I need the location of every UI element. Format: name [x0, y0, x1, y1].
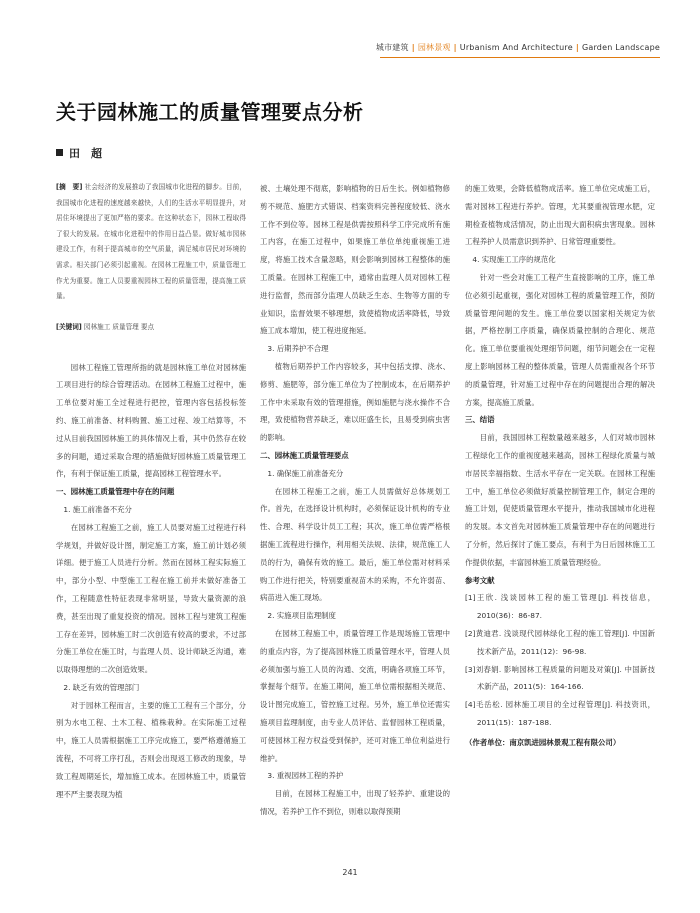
author-square-icon	[56, 149, 63, 156]
author-affiliation: （作者单位：南京凯进园林景观工程有限公司）	[465, 737, 621, 747]
body-paragraph: 被、土壤处理不彻底，影响植物的日后生长。例如植物修剪不规范、施肥方式错误、档案资料完善程度较低、浇水工作不到位等。园林工程是供需按照科学工序完成所有施工内容，在施工过程中，如果施工单位单纯重视施工进度，将施工技术含量忽略，则会影响到园林工程整体的施工质量。在园林工程施工中，通常由监理人员对园林工程进行监督，然而部分监理人员缺乏生态、生物等方面的专业知识，监督效果不够理想，致使植物成活率降低，导致施工成本增加，使工程进度拖延。	[260, 184, 450, 336]
reference-item: [4]毛岳松. 园林施工项目的全过程管理[J]. 科技资讯，2011(15)：187-188.	[465, 700, 655, 727]
column-3	[465, 180, 655, 752]
body-paragraph: 在园林工程施工之前，施工人员要对施工过程进行科学规划，并做好设计图，制定施工方案，施工前计划必须详细。便于施工人员进行分析。然而在园林工程实际施工中，部分小型、中型施工工程在施工前并未做好准备工作，工程随意性特征表现非常明显，导致大量资源的浪费，甚至出现了重复投资的情况。园林工程与建筑工程施工存在差异，园林施工时二次创造有较高的要求，不过部分施工单位在施工时，与监理人员、设计师缺乏沟通，难以取得理想的二次创造效果。	[56, 522, 246, 675]
reference-item: [2]黄迪君. 浅谈现代园林绿化工程的施工管理[J]. 中国新技术新产品，2011(12)：96-98.	[465, 628, 655, 656]
header-separator: |	[575, 43, 579, 52]
header-section-label: 园林景观	[417, 43, 451, 52]
section-heading: 三、结语	[465, 415, 495, 425]
header-separator: |	[453, 43, 457, 52]
body-paragraph: 在园林工程施工之前，施工人员需做好总体规划工作。首先，在选择设计机构时，必须保证设计机构的专业性、合理、科学设计员工工程；其次，施工单位需严格根据施工流程进行操作，利用相关法规、法律，规范施工人员的行为，确保有效的施工。最后，施工单位需对材料采购工作进行把关，特别要重视苗木的采购，不允许弱苗、病苗进入施工现场。	[260, 486, 450, 603]
body-paragraph: 目前，我国园林工程数量越来越多，人们对城市园林工程绿化工作的重视度越来越高，园林工程绿化质量与城市居民幸福指数、生活水平存在一定关联。在园林工程施工中，施工单位必须做好质量控制管理工作，制定合理的施工计划，促使质量管理水平提升，推动我国城市化进程的发展。本文首先对园林施工质量管理中存在的问题进行了分析，然后探讨了施工要点，有利于为日后园林施工工作提供依据，丰富园林施工质量管理经验。	[465, 433, 655, 567]
subsection-heading: 2. 实施项目监理制度	[267, 611, 336, 621]
body-paragraph: 的施工效果，会降低植物成活率。施工单位完成施工后，需对园林工程进行养护。管理，尤其要重视管理水肥，定期检查植物成活情况，防止出现大面积病虫害现象。园林工程养护人员需意识到养护、日常管理重要性。	[465, 184, 655, 247]
abstract	[56, 180, 246, 305]
section-heading: 一、园林施工质量管理中存在的问题	[56, 487, 175, 497]
keywords-label: [关键词]	[56, 322, 82, 331]
subsection-heading: 4. 实现施工工序的规范化	[472, 255, 556, 265]
references-heading: 参考文献	[465, 575, 495, 585]
subsection-heading: 3. 重视园林工程的养护	[267, 771, 344, 781]
body-paragraph: 在园林工程施工中，质量管理工作是现场施工管理中的重点内容，为了提高园林施工质量管理水平，管理人员必须加强与施工人员的沟通、交流，明确各项施工环节，掌握每个细节。在施工期间，施工单位需根据相关规范、设计图完成施工，管控施工过程。另外，施工单位还需实施项目监理制度，由专业人员评估、监督园林工程质量，可使园林工程方权益受到保护，还可对施工单位利益进行维护。	[260, 628, 450, 763]
keywords	[56, 319, 246, 337]
section-heading: 二、园林施工质量管理要点	[260, 450, 349, 460]
column-1	[56, 180, 246, 803]
column-2	[260, 180, 450, 821]
body-paragraph: 针对一些会对施工工程产生直接影响的工序，施工单位必须引起重视，强化对园林工程的质量管理工作，预防质量管理问题的发生。施工单位要以国家相关规定为依据，严格控制工序质量，确保质量控制的合理化、规范化。施工单位要重视处理细节问题，细节问题会在一定程度上影响园林工程的整体质量，管理人员需重视各个环节的质量管理，针对施工过程中存在的问题提出合理的解决方案，提高施工质量。	[465, 272, 655, 407]
page-number: 241	[342, 868, 358, 877]
header-separator: |	[411, 43, 415, 52]
reference-item: [3]刘春娟. 影响园林工程质量的问题及对策[J]. 中国新技术新产品，2011(5)：164-166.	[465, 664, 655, 692]
subsection-heading: 1. 施工前准备不充分	[63, 504, 132, 514]
author-name: 田 超	[69, 147, 102, 160]
header-cn-label: 城市建筑	[375, 43, 409, 52]
running-header	[376, 42, 660, 53]
subsection-heading: 2. 缺乏有效的管理部门	[63, 682, 140, 692]
author-line	[56, 145, 102, 161]
abstract-label: [摘 要]	[56, 183, 83, 191]
reference-item: [1]王欣. 浅谈园林工程的施工管理[J]. 科技信息，2010(36)：86-87.	[465, 593, 655, 621]
body-paragraph: 对于园林工程而言，主要的施工工程有三个部分，分别为水电工程、土木工程、植株栽种。在实际施工过程中，施工人员需根据施工工序完成施工，要严格遵循施工流程，不可将工序打乱，否则会出现返工修改的现象，导致工程周期延长，增加施工成本。在园林施工中，质量管理不严主要表现为植	[56, 700, 246, 799]
header-en-label-2: Garden Landscape	[581, 43, 660, 52]
header-en-label-1: Urbanism And Architecture	[459, 43, 573, 52]
article-title: 关于园林施工的质量管理要点分析	[56, 100, 364, 124]
intro-paragraph: 园林工程施工管理所指的就是园林施工单位对园林施工项目进行的综合管理活动。在园林工程施工过程中，施工单位要对施工全过程进行把控，管理内容包括投标签约、施工前准备、材料购置、施工过程、竣工结算等，不过从目前我国园林施工的具体情况上看，其中仍然存在较多的问题，通过采取合理的措施做好园林施工质量管理工作，有利于保证施工质量，提高园林工程管理水平。	[56, 362, 246, 479]
body-paragraph: 目前，在园林工程施工中，出现了轻养护、重建设的情况，若养护工作不到位，则难以取得预期	[260, 789, 450, 816]
subsection-heading: 1. 确保施工前准备充分	[267, 468, 344, 478]
abstract-text: 社会经济的发展推动了我国城市化进程的脚步。目前，我国城市化进程的速度越来越快，人们的生活水平明显提升，对居住环境提出了更加严格的要求。在这种状态下，园林工程取得了很大的发展。在城市化进程中的作用日益凸显。做好城市园林建设工作，有利于提高城市的空气质量，满足城市居民对环境的需求。相关部门必须引起重视。在园林工程施工中，质量管理工作尤为重要。施工人员要重视园林工程的质量管理，提高施工质量。	[56, 183, 246, 301]
keywords-text: 园林施工 质量管理 要点	[83, 322, 155, 331]
header-rule	[380, 57, 660, 58]
subsection-heading: 3. 后期养护不合理	[267, 344, 329, 354]
body-paragraph: 植物后期养护工作内容较多，其中包括支撑、浇水、修剪、施肥等，部分施工单位为了控制成本，在后期养护工作中未采取有效的管理措施，例如施肥与浇水操作不合理，致使植物营养缺乏，难以旺盛生长，且易受到病虫害的影响。	[260, 361, 450, 443]
